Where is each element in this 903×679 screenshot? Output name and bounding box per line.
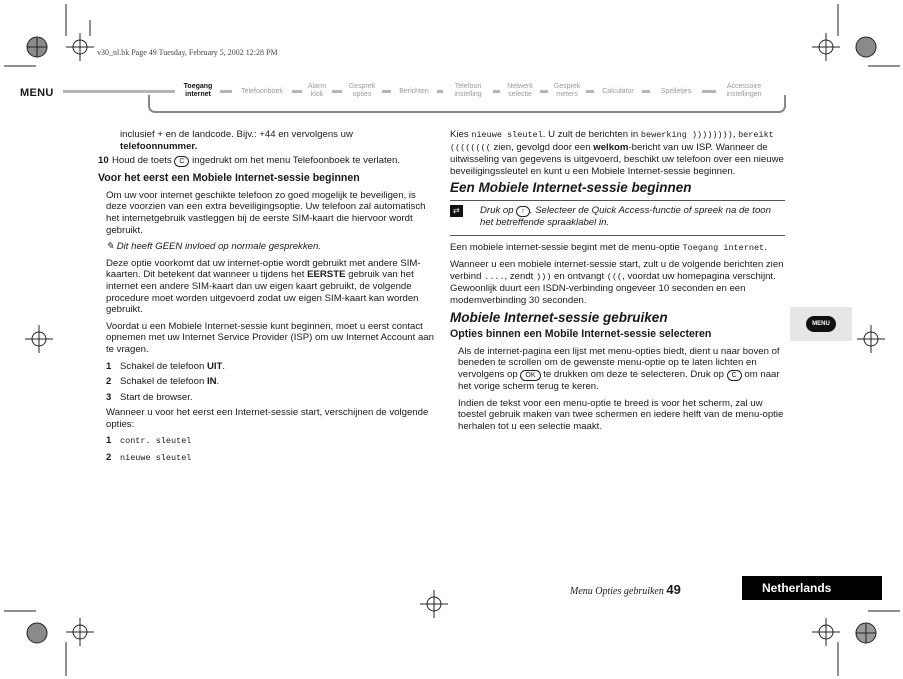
menu-item bbox=[500, 83, 540, 99]
country-label: Netherlands bbox=[742, 576, 882, 600]
section-heading: Mobiele Internet-sessie gebruiken bbox=[450, 309, 668, 325]
paragraph: Een mobiele internet-sessie begint met de menu-optie bbox=[450, 241, 680, 253]
note-text: Dit heeft GEEN invloed op normale gesprekken. bbox=[116, 241, 321, 253]
step-number: 1 bbox=[106, 360, 112, 372]
paragraph: Kies bbox=[450, 129, 469, 140]
page-number: 49 bbox=[666, 582, 681, 597]
paragraph: en ontvangt bbox=[554, 270, 605, 282]
screen-text: ((( bbox=[606, 271, 623, 282]
menu-item-line: Accessoire bbox=[726, 83, 762, 90]
menu-item-line: Netwerk bbox=[507, 83, 533, 90]
menu-separator bbox=[540, 90, 548, 93]
paragraph: Wanneer u voor het eerst een Internet-sessie start, verschijnen de volgende opties: bbox=[106, 407, 429, 430]
menu-item-line: selectie bbox=[508, 91, 532, 98]
emphasis: EERSTE bbox=[307, 269, 346, 281]
menu-item bbox=[716, 83, 772, 99]
divider bbox=[450, 235, 785, 236]
menu-item-line: instelling bbox=[454, 91, 482, 98]
step-text: Schakel de telefoon bbox=[120, 360, 205, 372]
menu-item bbox=[391, 88, 437, 96]
menu-item-line: Alarm bbox=[307, 83, 327, 90]
menu-item-line: Telefoonboek bbox=[241, 88, 283, 95]
menu-separator bbox=[493, 90, 500, 93]
menu-item-line: meters bbox=[556, 91, 578, 98]
section-heading: Een Mobiele Internet-sessie beginnen bbox=[450, 180, 692, 196]
menu-item-line: internet bbox=[185, 91, 211, 98]
menu-item-line: Toegang bbox=[183, 83, 213, 90]
section-heading: Voor het eerst een Mobiele Internet-sessie beginnen bbox=[98, 172, 360, 185]
subsection-heading: Opties binnen een Mobile Internet-sessie selecteren bbox=[450, 328, 712, 341]
paragraph: Indien de tekst voor een menu-optie te breed is voor het scherm, zal uw toestel gebruik maken van twee schermen en iedere helft van de menu-optie herhalen tot u een selectie maakt. bbox=[458, 397, 784, 432]
paragraph: gebruik van het internet een andere SIM-kaart dan uw eigen kaart gebruikt, de volgende procedure moet worden uitgevoerd zodat uw eigen SIM-kaart kan worden gebruikt. bbox=[106, 269, 419, 316]
clear-key-icon: C bbox=[174, 156, 189, 167]
screen-text: ))) bbox=[536, 271, 552, 282]
paragraph: zien, gevolgd door een bbox=[493, 141, 591, 153]
option-number: 2 bbox=[106, 452, 112, 464]
menu-separator bbox=[702, 90, 716, 93]
page-footer bbox=[570, 582, 681, 597]
divider bbox=[450, 200, 785, 201]
step-bold: IN bbox=[206, 376, 217, 388]
menu-item-line: klok bbox=[310, 91, 324, 98]
paragraph: , zendt bbox=[504, 270, 534, 282]
menu-separator bbox=[292, 90, 302, 93]
ok-key-icon: OK bbox=[520, 370, 540, 381]
tip-text: . Selecteer de Quick Access-functie of spreek na de toon het betreffende spraaklabel in. bbox=[480, 204, 771, 228]
step-number: 10 bbox=[98, 155, 109, 167]
screen-text: bewerking )))))))) bbox=[640, 130, 733, 140]
menu-item bbox=[232, 88, 292, 96]
menu-separator bbox=[586, 90, 594, 93]
slug-line: v30_nl.bk Page 49 Tuesday, February 5, 2002 12:28 PM bbox=[97, 48, 278, 57]
tip-text: Druk op bbox=[480, 204, 514, 216]
paragraph: . bbox=[764, 241, 767, 253]
screen-text: bereikt (((((((( bbox=[450, 130, 774, 153]
paragraph: Als de internet-pagina een lijst met menu-opties biedt, dient u naar boven of beneden te scrollen om de gewenste menu-optie op te laten lichten en vervolgens op bbox=[458, 345, 780, 380]
menu-item bbox=[302, 83, 332, 99]
paragraph: -bericht van uw ISP. Wanneer de uitwisseling van gegevens is uitgevoerd, beschikt uw telefoon over een nieuwe beveiligingssleutel en kunt u een Mobiele Internet-sessie beginnen. bbox=[450, 141, 784, 177]
intro-bold: telefoonnummer. bbox=[120, 140, 198, 152]
menu-item bbox=[548, 83, 586, 99]
menu-separator bbox=[63, 90, 175, 93]
option-text: nieuwe sleutel bbox=[120, 453, 192, 464]
screen-text: .... bbox=[484, 271, 505, 282]
menu-item bbox=[650, 88, 702, 96]
screen-text: Toegang internet bbox=[682, 242, 765, 253]
note-icon: ✎ bbox=[106, 241, 117, 253]
paragraph: , voordat uw homepagina verschijnt. Gewoonlijk duurt een ISDN-verbinding ongeveer 10 seconden en een modemverbinding 30 seconden. bbox=[450, 270, 776, 306]
menu-item-line: Telefoon bbox=[454, 83, 482, 90]
menu-separator bbox=[220, 90, 232, 93]
menu-item-line: Calculator bbox=[602, 88, 634, 95]
paragraph: Om uw voor internet geschikte telefoon zo goed mogelijk te beveiligen, is deze voorzien van een extra beveiligingsoptie. Uw telefoon zal automatisch het internetgebruik vastleggen bij de eerste SIM-kaart die hiervoor wordt gebruikt. bbox=[106, 189, 426, 236]
menu-item-line: Berichten bbox=[399, 88, 429, 95]
menu-separator bbox=[332, 90, 342, 93]
intro-text: inclusief + en de landcode. Bijv.: +44 en vervolgens uw bbox=[120, 129, 353, 140]
step-text: Schakel de telefoon bbox=[120, 376, 205, 388]
paragraph: Voordat u een Mobiele Internet-sessie kunt beginnen, moet u eerst contact opnemen met uw Internet Service Provider (ISP) om uw Internet Account aan te vragen. bbox=[106, 320, 434, 355]
up-key-icon: ↑ bbox=[516, 206, 530, 217]
clear-key-icon: C bbox=[727, 370, 742, 381]
step-text: Houd de toets bbox=[112, 155, 172, 167]
menu-item bbox=[443, 83, 493, 99]
paragraph: . U zult de berichten in bbox=[542, 129, 639, 140]
step-number: 3 bbox=[106, 391, 112, 403]
menu-separator bbox=[382, 90, 391, 93]
menu-separator bbox=[642, 90, 650, 93]
menu-item-line: Spelletjes bbox=[660, 88, 692, 95]
paragraph: te drukken om deze te selecteren. Druk op bbox=[543, 368, 724, 380]
menu-item-line: Gesprek bbox=[553, 83, 581, 90]
step-bold: UIT bbox=[206, 360, 223, 372]
menu-item bbox=[594, 88, 642, 96]
option-number: 1 bbox=[106, 435, 112, 447]
menu-label: MENU bbox=[20, 87, 54, 99]
screen-text: nieuwe sleutel bbox=[471, 130, 543, 140]
tip-icon: ⇄ bbox=[450, 205, 463, 217]
paragraph: Deze optie voorkomt dat uw internet-optie wordt gebruikt met andere SIM-kaarten. Dit betekent dat wanneer u tijdens het bbox=[106, 257, 421, 281]
option-text: contr. sleutel bbox=[120, 436, 192, 447]
menu-item bbox=[342, 83, 382, 99]
menu-item-line: opties bbox=[352, 91, 372, 98]
paragraph: om naar het vorige scherm terug te keren. bbox=[458, 368, 780, 392]
menu-item-line: instellingen bbox=[726, 91, 762, 98]
step-text: Start de browser. bbox=[120, 391, 193, 403]
footer-title: Menu Opties gebruiken bbox=[570, 586, 664, 597]
menu-item bbox=[176, 83, 220, 99]
left-column: inclusief + en de landcode. Bijv.: +44 en vervolgens uw telefoonnummer. 10 Houd de toets C ingedrukt om het menu Telefoonboek te verlaten. Voor het eerst een Mobiele Internet-sessie beginnen Om uw voor internet geschikte telefoon zo goed mogelijk te beveiligen, is deze voorzien van een extra beveiligingsoptie. Uw telefoon zal automatisch het internetgebruik vastleggen bij de eerste SIM-kaart die hiervoor wordt gebruikt. ✎ Dit heeft GEEN invloed op normale gesprekken. Deze optie voorkomt dat uw internet-optie wordt gebruikt met andere SIM-kaarten. Dit betekent dat wanneer u tijdens het EERSTE gebruik van het internet een andere SIM-kaart dan uw eigen kaart gebruikt, de volgende procedure moet worden uitgevoerd zodat uw eigen SIM-kaart kan worden gebruikt. Voordat u een Mobiele Internet-sessie kunt beginnen, moet u eerst contact opnemen met uw Internet Service Provider (ISP) om uw Internet Account aan te vragen. 1 Schakel de telefoon UIT. 2 Schakel de telefoon IN. 3 Start de browser. Wanneer u voor het eerst een Internet-sessie start, verschijnen de volgende opties: 1 contr. sleutel 2 nieuwe sleutel bbox=[98, 129, 438, 469]
step-number: 2 bbox=[106, 376, 112, 388]
step-text: ingedrukt om het menu Telefoonboek te verlaten. bbox=[192, 155, 400, 167]
menu-key-icon: MENU bbox=[806, 316, 836, 332]
menu-item-line: Gesprek bbox=[348, 83, 376, 90]
emphasis: welkom bbox=[593, 141, 629, 153]
paragraph: , bbox=[732, 129, 736, 140]
right-column bbox=[450, 129, 785, 437]
paragraph: Wanneer u een mobiele internet-sessie start, zult u de volgende berichten zien verbind bbox=[450, 259, 784, 282]
